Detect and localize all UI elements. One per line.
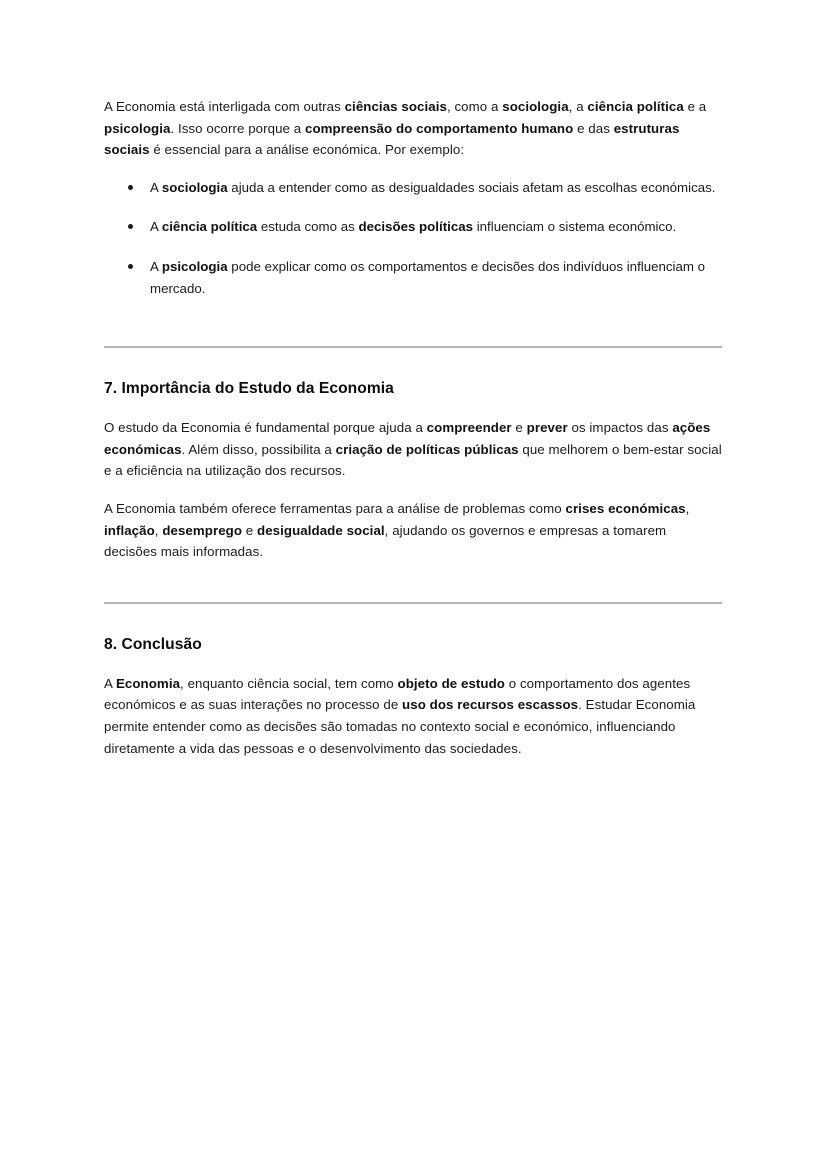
list-item <box>104 177 722 199</box>
spacer <box>104 299 722 346</box>
spacer <box>104 563 722 602</box>
document-body <box>104 96 722 759</box>
intro-paragraph: A Economia está interligada com outras ciências sociais, como a sociologia, a ciência política e a psicologia. Isso ocorre porque a compreensão do comportamento humano e das estruturas sociais é essencial para a análise económica. Por exemplo: <box>104 99 707 158</box>
bullet-dot-icon <box>128 224 133 229</box>
list-item-text: A sociologia ajuda a entender como as desigualdades sociais afetam as escolhas económicas. <box>150 179 716 195</box>
list-item <box>104 216 722 238</box>
spacer <box>104 348 722 379</box>
section-heading-8: 8. Conclusão <box>104 635 202 653</box>
spacer <box>104 604 722 635</box>
list-item-text: A psicologia pode explicar como os comportamentos e decisões dos indivíduos influenciam o mercado. <box>150 258 706 296</box>
section-8-paragraph-1: A Economia, enquanto ciência social, tem como objeto de estudo o comportamento dos agentes económicos e as suas interações no processo de uso dos recursos escassos. Estudar Economia permite entender como as decisões são tomadas no contexto social e económico, influenciando diretamente a vida das pessoas e o desenvolvimento das sociedades. <box>104 675 696 756</box>
list-item <box>104 256 722 299</box>
spacer <box>104 399 722 417</box>
section-7-paragraph-2: A Economia também oferece ferramentas para a análise de problemas como crises económicas, inflação, desemprego e desigualdade social, ajudando os governos e empresas a tomarem decisões mais informadas. <box>104 500 690 560</box>
section-heading-7: 7. Importância do Estudo da Economia <box>104 380 394 398</box>
spacer <box>104 655 722 673</box>
social-sciences-bullet-list <box>104 177 722 299</box>
bullet-dot-icon <box>128 264 133 269</box>
list-item-text: A ciência política estuda como as decisões políticas influenciam o sistema económico. <box>150 219 677 235</box>
bullet-dot-icon <box>128 185 133 190</box>
section-7-paragraph-1: O estudo da Economia é fundamental porque ajuda a compreender e prever os impactos das ações económicas. Além disso, possibilita a criação de políticas públicas que melhorem o bem-estar social e a eficiência na utilização dos recursos. <box>104 420 722 479</box>
